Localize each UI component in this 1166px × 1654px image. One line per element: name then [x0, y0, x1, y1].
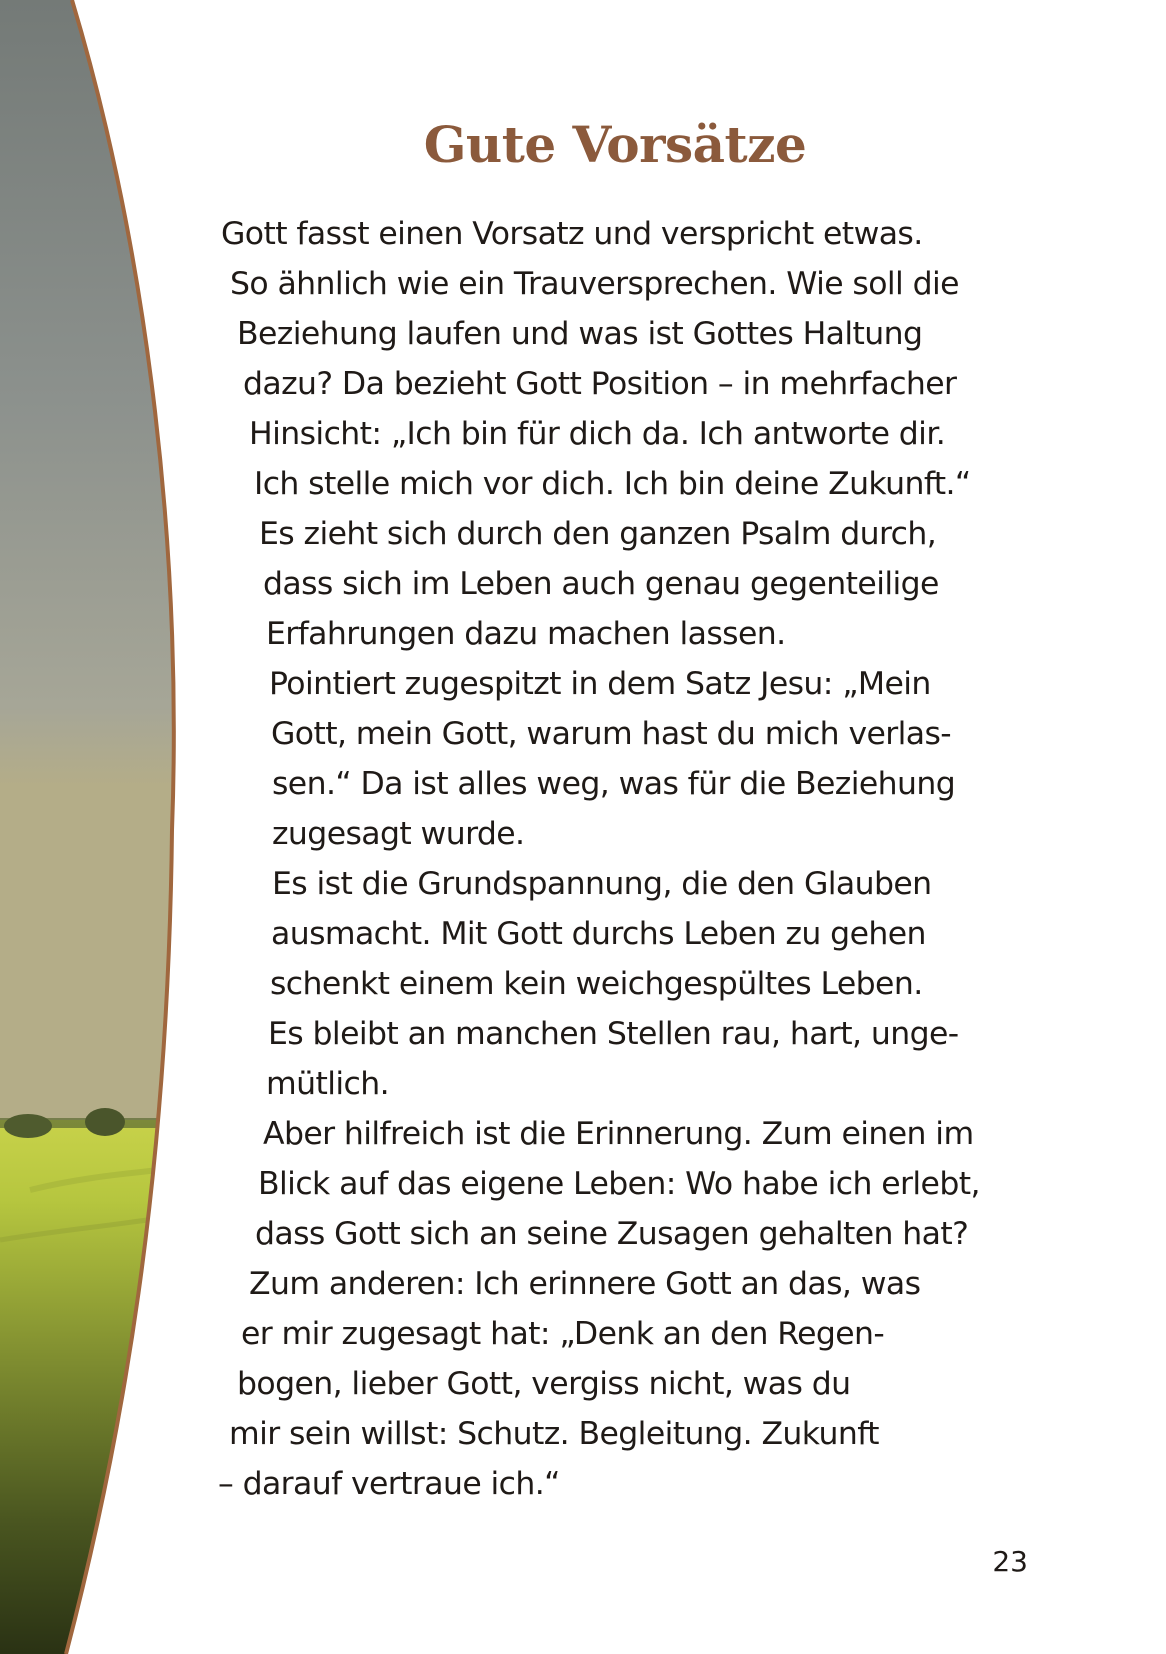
landscape-photo	[0, 0, 200, 1654]
page-title: Gute Vorsätze	[423, 115, 807, 174]
page-number: 23	[992, 1545, 1028, 1578]
